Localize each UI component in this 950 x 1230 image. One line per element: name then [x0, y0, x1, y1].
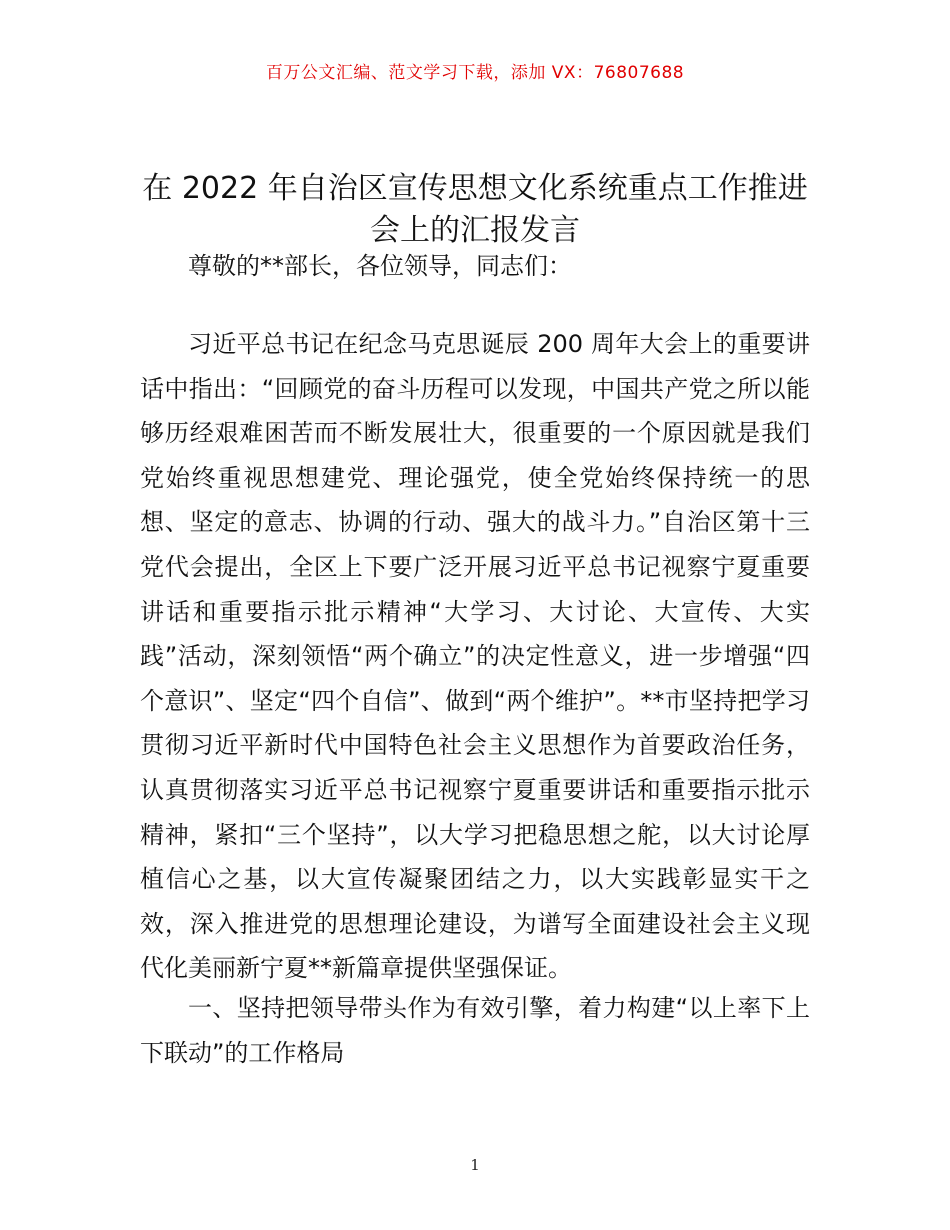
salutation: 尊敬的**部长，各位领导，同志们： — [188, 252, 572, 280]
body-paragraph: 习近平总书记在纪念马克思诞辰 200 周年大会上的重要讲话中指出：“回顾党的奋斗历程可以发现，中国共产党之所以能够历经艰难困苦而不断发展壮大，很重要的一个原因就是我们党始终重视思想建党、理论强党，使全党始终保持统一的思想、坚定的意志、协调的行动、强大的战斗力。”自治区第十三党代会提出，全区上下要广泛开展习近平总书记视察宁夏重要讲话和重要指示批示精神“大学习、大讨论、大宣传、大实践”活动，深刻领悟“两个确立”的决定性意义，进一步增强“四个意识”、坚定“四个自信”、做到“两个维护”。**市坚持把学习贯彻习近平新时代中国特色社会主义思想作为首要政治任务，认真贯彻落实习近平总书记视察宁夏重要讲话和重要指示批示精神，紧扣“三个坚持”，以大学习把稳思想之舵，以大讨论厚植信心之基，以大宣传凝聚团结之力，以大实践彰显实干之效，深入推进党的思想理论建设，为谱写全面建设社会主义现代化美丽新宁夏**新篇章提供坚强保证。 — [140, 330, 810, 983]
page-number: 1 — [470, 1156, 480, 1174]
header-banner: 百万公文汇编、范文学习下载，添加 VX：76807688 — [265, 63, 685, 83]
section-heading: 一、坚持把领导带头作为有效引擎，着力构建“以上率下上下联动”的工作格局 — [140, 994, 810, 1067]
document-title: 在 2022 年自治区宣传思想文化系统重点工作推进会上的汇报发言 — [142, 171, 808, 248]
